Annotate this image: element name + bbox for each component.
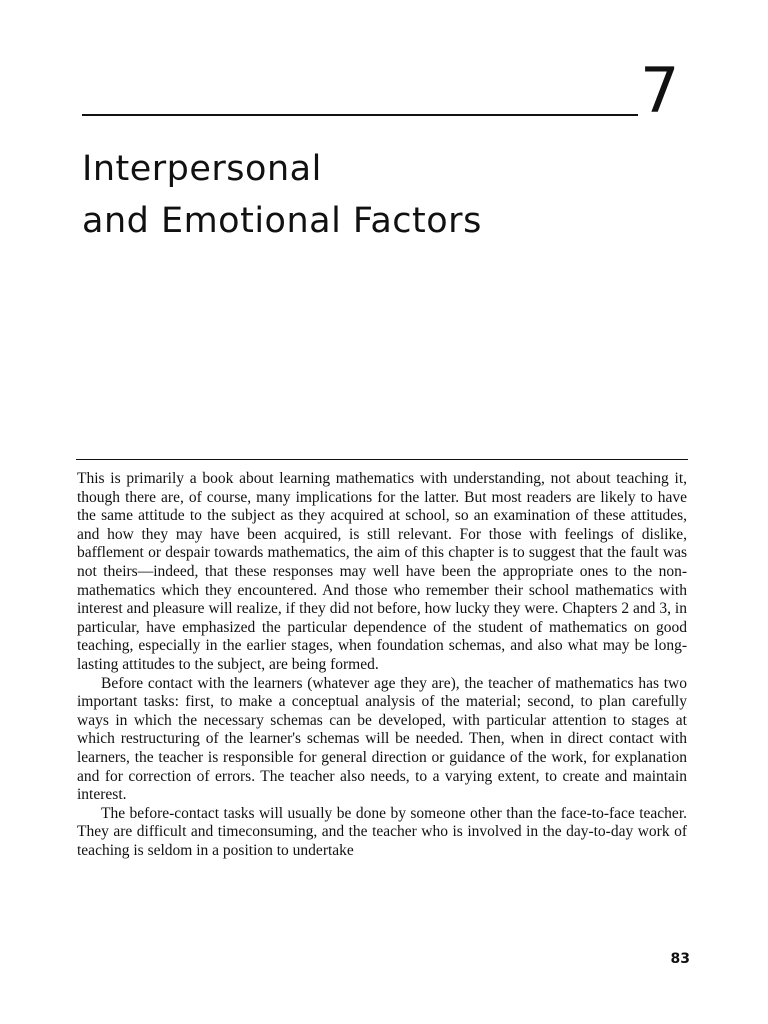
paragraph: This is primarily a book about learning mathematics with understanding, not about teaching it, though there are, of course, many implications for the latter. But most readers are likely to have the same attitude to the subject as they acquired at school, so an examination of these attitudes, and how they may have been acquired, is still relevant. For those with feelings of dislike, bafflement or despair towards mathematics, the aim of this chapter is to suggest that the fault was not theirs—indeed, that these responses may well have been the appropriate ones to the non-mathematics which they encountered. And those who remember their school mathematics with interest and pleasure will realize, if they did not before, how lucky they were. Chapters 2 and 3, in particular, have emphasized the particular dependence of the student of mathematics on good teaching, especially in the earlier stages, when foundation schemas, and also what may be long-lasting attitudes to the subject, are being formed. xyxy=(77,470,687,673)
section-divider xyxy=(76,459,688,460)
body-text xyxy=(77,470,687,860)
chapter-title xyxy=(82,143,482,247)
paragraph: Before contact with the learners (whatever age they are), the teacher of mathematics has two important tasks: first, to make a conceptual analysis of the material; second, to plan carefully ways in which the necessary schemas can be developed, with particular attention to stages at which restructuring of the learner's schemas will be needed. Then, when in direct contact with learners, the teacher is responsible for general direction or guidance of the work, for explanation and for correction of errors. The teacher also needs, to a varying extent, to create and maintain interest. xyxy=(77,674,687,804)
paragraph: The before-contact tasks will usually be done by someone other than the face-to-face teacher. They are difficult and timeconsuming, and the teacher who is involved in the day-to-day work of teaching is seldom in a position to undertake xyxy=(77,804,687,859)
chapter-title-line-2: and Emotional Factors xyxy=(82,201,482,241)
page-number: 83 xyxy=(670,951,690,967)
chapter-number: 7 xyxy=(640,54,680,127)
chapter-header-rule xyxy=(82,114,638,116)
chapter-title-line-1: Interpersonal xyxy=(82,149,322,189)
